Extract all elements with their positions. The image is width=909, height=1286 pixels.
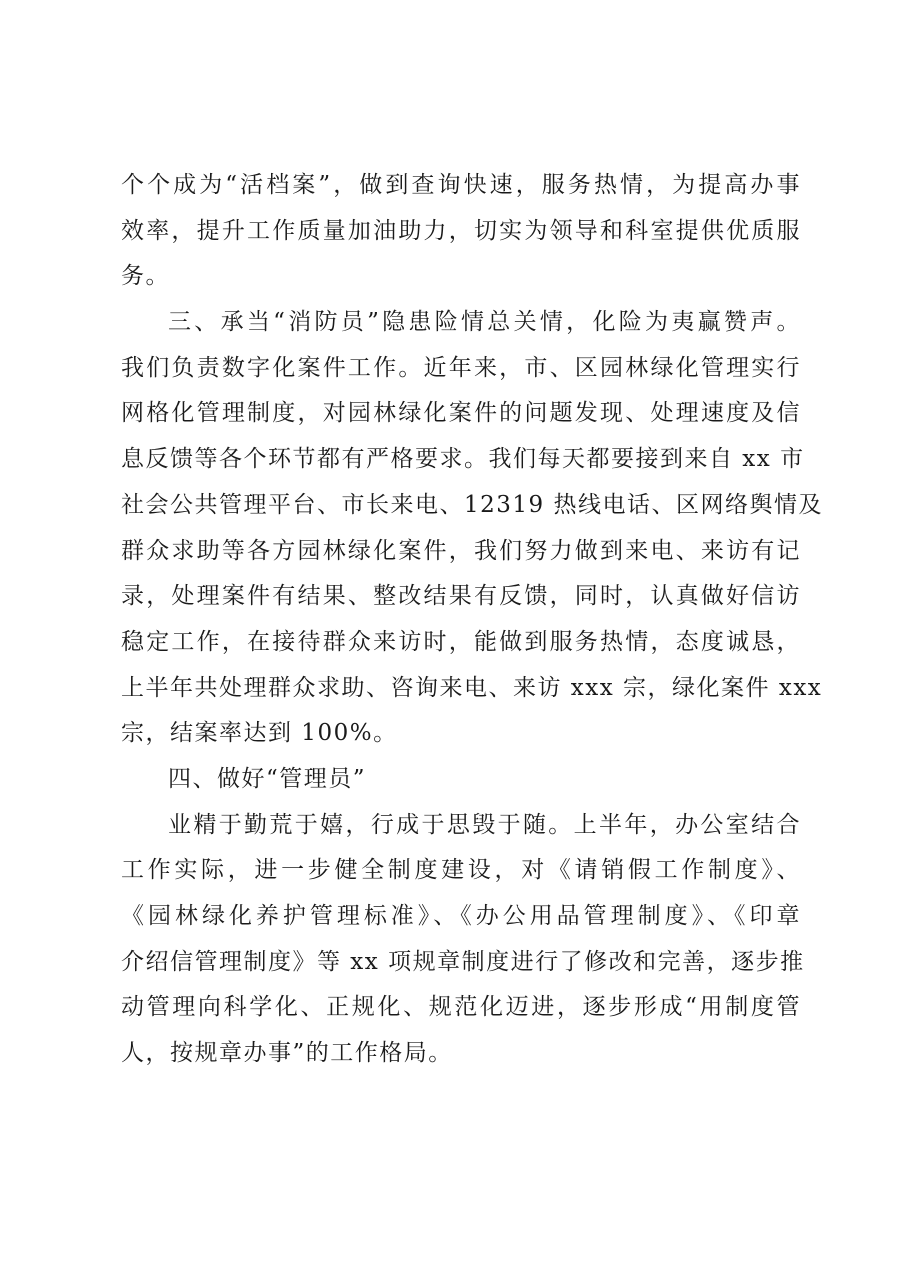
text-line: 人，按规章办事”的工作格局。: [121, 1040, 453, 1067]
section-heading-3: 三、承当“消防员”隐患险情总关情，化险为夷赢赞声。: [168, 309, 801, 336]
section-heading-4: 四、做好“管理员”: [168, 765, 367, 792]
text-line: 业精于勤荒于嬉，行成于思毁于随。上半年，办公室结合: [168, 811, 801, 838]
text-line: 效率，提升工作质量加油助力，切实为领导和科室提供优质服: [121, 217, 801, 244]
text-line: 动管理向科学化、正规化、规范化迈进，逐步形成“用制度管: [121, 994, 801, 1021]
text-line: 个个成为“活档案”，做到查询快速，服务热情，为提高办事: [121, 172, 801, 198]
text-line: 网格化管理制度，对园林绿化案件的问题发现、处理速度及信: [121, 400, 801, 427]
text-line: 宗，结案率达到 100%。: [121, 720, 398, 747]
text-line: 录，处理案件有结果、整改结果有反馈，同时，认真做好信访: [121, 583, 801, 610]
text-line: 群众求助等各方园林绿化案件，我们努力做到来电、来访有记: [121, 537, 801, 564]
text-line: 息反馈等各个环节都有严格要求。我们每天都要接到来自 xx 市: [121, 446, 805, 473]
text-line: 《园林绿化养护管理标准》、《办公用品管理制度》、《印章: [121, 903, 801, 929]
text-line: 我们负责数字化案件工作。近年来，市、区园林绿化管理实行: [121, 354, 801, 381]
text-line: 务。: [121, 263, 170, 290]
text-line: 稳定工作，在接待群众来访时，能做到服务热情，态度诚恳，: [121, 628, 801, 655]
text-line: 工作实际，进一步健全制度建设，对《请销假工作制度》、: [121, 857, 801, 884]
text-line: 上半年共处理群众求助、咨询来电、来访 xxx 宗，绿化案件 xxx: [121, 674, 823, 701]
document-body: [121, 163, 823, 1077]
text-line: 介绍信管理制度》等 xx 项规章制度进行了修改和完善，逐步推: [121, 948, 805, 975]
text-line: 社会公共管理平台、市长来电、12319 热线电话、区网络舆情及: [121, 491, 823, 518]
